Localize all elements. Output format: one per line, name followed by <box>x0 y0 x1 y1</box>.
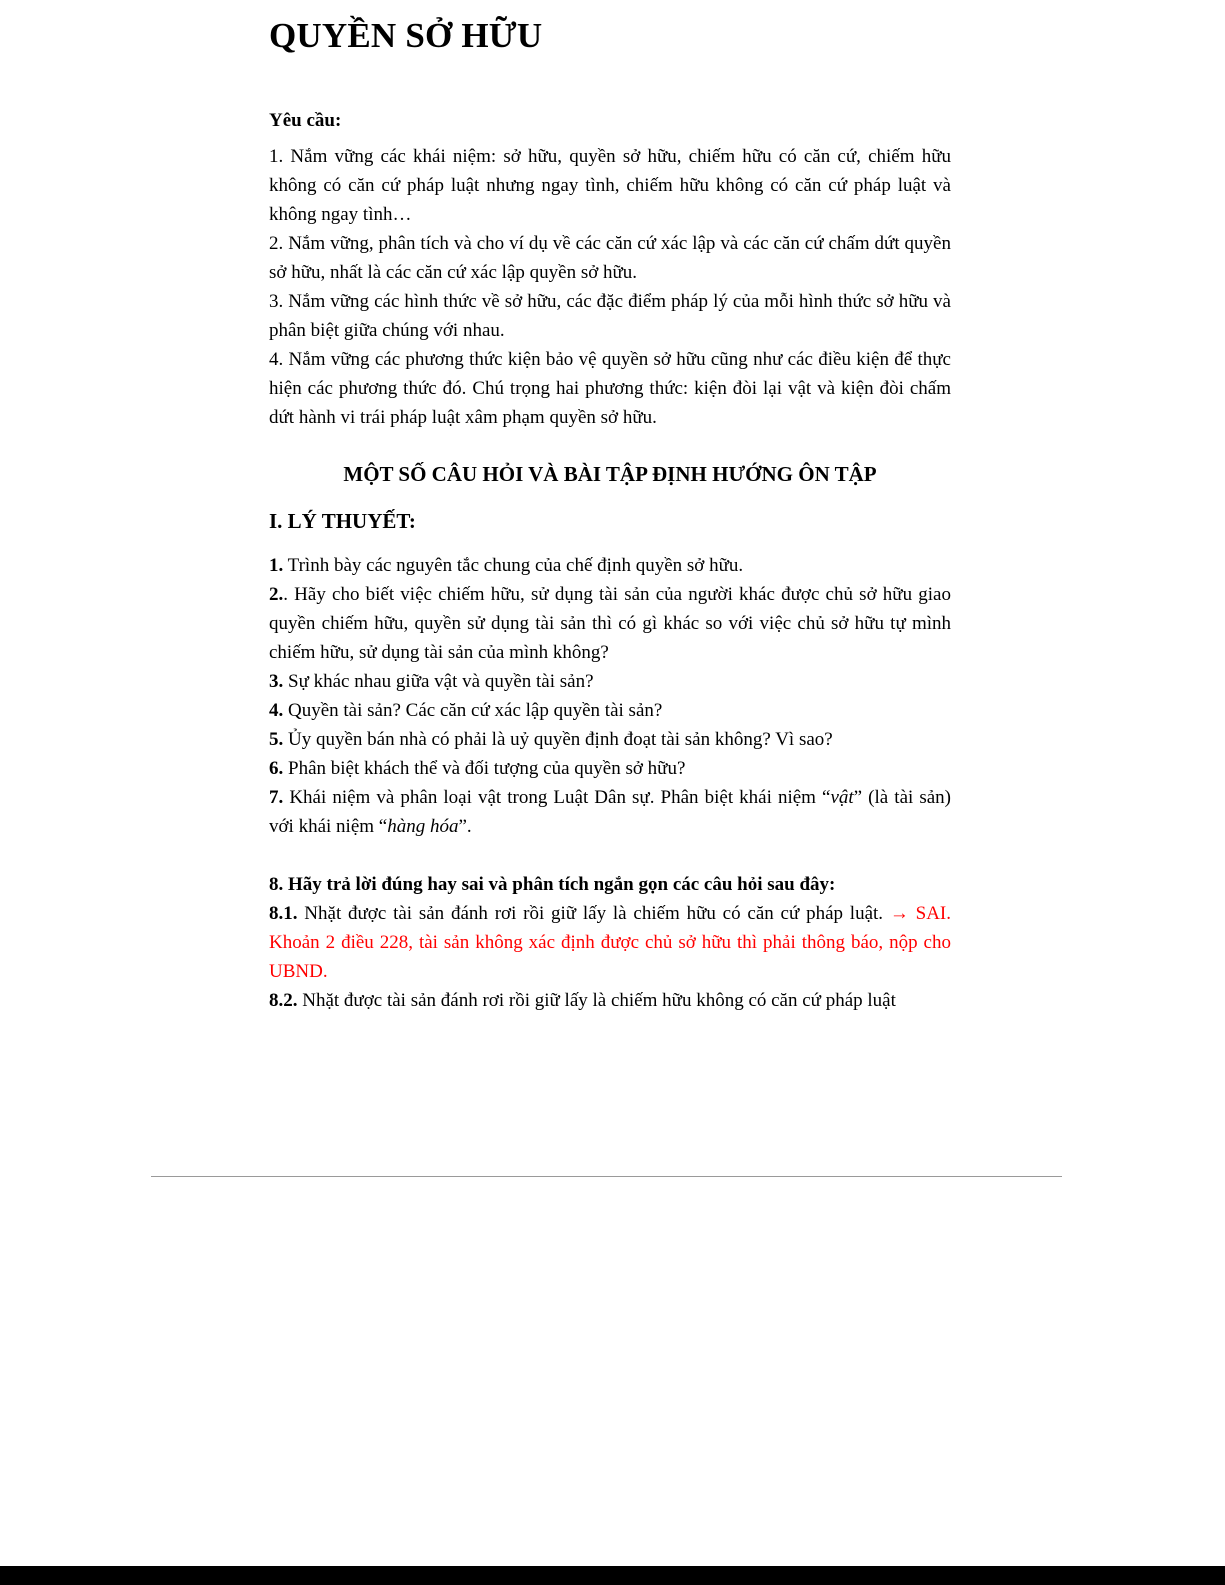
document-page <box>269 12 951 1015</box>
question-number: 5. <box>269 729 284 750</box>
question-item <box>269 754 951 783</box>
question-item <box>269 696 951 725</box>
requirement-item: 2. Nắm vững, phân tích và cho ví dụ về các căn cứ xác lập và các căn cứ chấm dứt quyền sở hữu, nhất là các căn cứ xác lập quyền sở hữu. <box>269 233 951 283</box>
question-term-italic: vật <box>830 787 854 808</box>
question-text: Nhặt được tài sản đánh rơi rồi giữ lấy là chiếm hữu không có căn cứ pháp luật <box>297 990 896 1011</box>
question-number: 7. <box>269 787 284 808</box>
question-text: ”. <box>458 816 472 837</box>
document-title: QUYỀN SỞ HỮU <box>269 16 543 55</box>
question-text: Trình bày các nguyên tắc chung của chế định quyền sở hữu. <box>283 555 744 576</box>
requirements-list <box>269 142 951 432</box>
question-list <box>269 551 951 841</box>
question-text: ” (là tài sản) với khái niệm “ <box>269 787 951 837</box>
question-item <box>269 899 951 986</box>
question-text: Sự khác nhau giữa vật và quyền tài sản? <box>283 671 594 692</box>
answer-text: → SAI. Khoản 2 điều 228, tài sản không xác định được chủ sở hữu thì phải thông báo, nộp cho UBND. <box>269 903 951 982</box>
requirement-item: 3. Nắm vững các hình thức về sở hữu, các đặc điểm pháp lý của mỗi hình thức sở hữu và phân biệt giữa chúng với nhau. <box>269 291 951 341</box>
question-number: 3. <box>269 671 284 692</box>
question-term-italic: hàng hóa <box>387 816 459 837</box>
question-item <box>269 986 951 1015</box>
question-text: . Hãy cho biết việc chiếm hữu, sử dụng tài sản của người khác được chủ sở hữu giao quyền chiếm hữu, quyền sử dụng tài sản thì có gì khác so với việc chủ sở hữu tự mình chiếm hữu, sử dụng tài sản của mình không? <box>269 584 951 663</box>
question-text: Khái niệm và phân loại vật trong Luật Dân sự. Phân biệt khái niệm “ <box>283 787 831 808</box>
question-8-heading: 8. Hãy trả lời đúng hay sai và phân tích ngắn gọn các câu hỏi sau đây: <box>269 874 836 895</box>
bottom-bar <box>0 1566 1225 1585</box>
question-number: 8.1. <box>269 903 298 924</box>
question-number: 6. <box>269 758 284 779</box>
requirements-heading: Yêu cầu: <box>269 110 342 131</box>
question-text: Phân biệt khách thể và đối tượng của quyền sở hữu? <box>283 758 686 779</box>
theory-heading: I. LÝ THUYẾT: <box>269 509 416 533</box>
requirement-item: 4. Nắm vững các phương thức kiện bảo vệ quyền sở hữu cũng như các điều kiện để thực hiện các phương thức đó. Chú trọng hai phương thức: kiện đòi lại vật và kiện đòi chấm dứt hành vi trái pháp luật xâm phạm quyền sở hữu. <box>269 349 951 428</box>
section-heading: MỘT SỐ CÂU HỎI VÀ BÀI TẬP ĐỊNH HƯỚNG ÔN TẬP <box>343 462 877 486</box>
question-number: 4. <box>269 700 284 721</box>
requirement-item: 1. Nắm vững các khái niệm: sở hữu, quyền sở hữu, chiếm hữu có căn cứ, chiếm hữu không có căn cứ pháp luật nhưng ngay tình, chiếm hữu không có căn cứ pháp luật và không ngay tình… <box>269 146 951 225</box>
question-number: 1. <box>269 555 284 576</box>
question-text: Ủy quyền bán nhà có phải là uỷ quyền định đoạt tài sản không? Vì sao? <box>283 729 833 750</box>
page-divider <box>151 1176 1062 1177</box>
question-number: 2. <box>269 584 284 605</box>
question-text: Nhặt được tài sản đánh rơi rồi giữ lấy là chiếm hữu có căn cứ pháp luật. <box>297 903 890 924</box>
question-text: Quyền tài sản? Các căn cứ xác lập quyền tài sản? <box>283 700 663 721</box>
question-item <box>269 783 951 841</box>
question-item <box>269 725 951 754</box>
question-item <box>269 551 951 580</box>
question-number: 8.2. <box>269 990 298 1011</box>
question-item <box>269 580 951 667</box>
question-item <box>269 667 951 696</box>
